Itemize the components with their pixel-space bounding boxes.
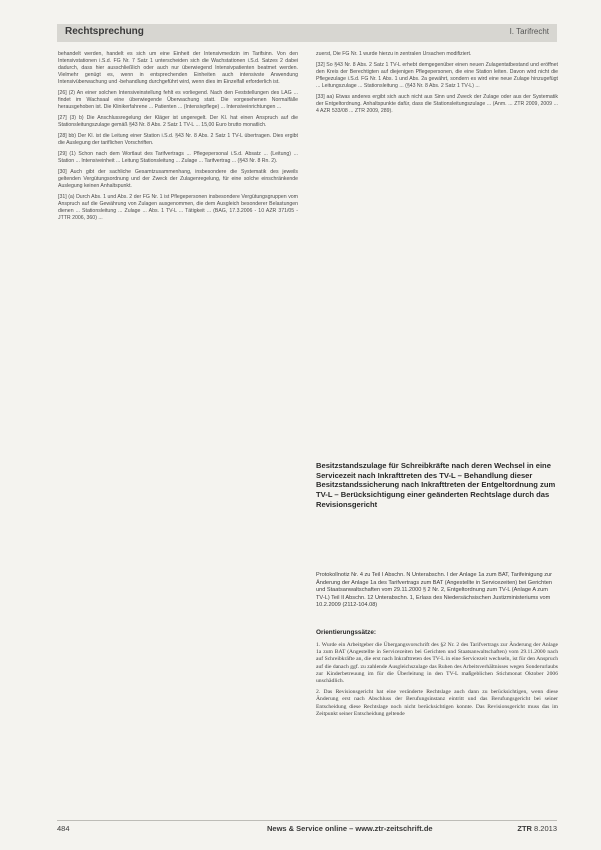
paragraph: [27] (3) b) Die Anschlussregelung der Kläger ist ungeregelt. Der Kl. hat einen Anspruch auf die Stationsleitungszulage gemäß §43 Nr. 8 Abs. 2 Satz 1 TV-L ... 15,00 Euro brutto monatlich.	[58, 115, 298, 128]
paragraph: [29] (1) Schon nach dem Wortlaut des Tarifvertrags ... Pflegepersonal i.S.d. Absatz ... (Leitung) ... Station ... Intensiveinheit ... Leitung Stationsleitung ... Zulage ... Tarifvertrag ... (§43 Nr. 8 Rn. 2).	[58, 151, 298, 164]
section-title: Rechtsprechung	[65, 26, 144, 37]
paragraph: [28] bb) Der Kl. ist die Leitung einer Station i.S.d. §43 Nr. 8 Abs. 2 Satz 1 TV-L übertragen. Dies ergibt die Auslegung der tariflichen Vorschriften.	[58, 133, 298, 146]
category-label: I. Tarifrecht	[509, 27, 549, 36]
page-number: 484	[57, 824, 70, 833]
guideline-item: 1. Wurde ein Arbeitgeber die Übergangsvorschrift des §2 Nr. 2 des Tarifvertrags zur Änderung der Anlage 1a zum BAT (Angestellte in Servicezeiten bei Gerichten und Staatsanwaltschaften) vom 29.11.2000 nach auf Schreibkräfte an, die erst nach Inkrafttreten des TV-L in eine Servicezeit wechseln, ist für den Anspruch auf die danach ggf. zu zahlende Ausgleichszulage das Ruhen des Arbeitsverhältnisses wegen Sonderurlaubs zur Kinderbetreuung im für die Überleitung in den TV-L maßgeblichen Stichmonat Oktober 2006 unschädlich.	[316, 642, 558, 685]
journal-name: ZTR	[517, 824, 532, 833]
left-column	[58, 51, 298, 226]
guideline-item: 2. Das Revisionsgericht hat eine veränderte Rechtslage auch dann zu berücksichtigen, wenn diese Änderung erst nach Abschluss der Berufungsinstanz eintritt und das Berufungsgericht bei seiner Entscheidung diese Rechtslage noch nicht berücksichtigen konnte. Das Revisionsgericht muss das im Zeitpunkt seiner Entscheidung geltende	[316, 689, 558, 717]
paragraph: behandelt werden, handelt es sich um eine Einheit der Intensivmedizin im Tarifsinn. Von den Intensivstationen i.S.d. FG Nr. 7 Satz 1 unterscheiden sich die Wachstationen i.S.d. Satzes 2 dabei dadurch, dass hier ausschließlich oder auch nur überwiegend Intensivpatienten beatmet werden. Vielmehr genügt es, wenn in entsprechenden Einheiten auch intensivste Anwendung Intensivüberwachung und -behandlung durchgeführt wird, wenn dies im Einzelfall erforderlich ist.	[58, 51, 298, 85]
paragraph: zuerst, Die FG Nr. 1 wurde hierzu in zentralen Ursachen modifiziert.	[316, 51, 472, 57]
paragraph: [31] (a) Durch Abs. 1 und Abs. 2 der FG Nr. 1 ist Pflegepersonen insbesondere Vergütungsgruppen vom Anspruch auf die Gewährung von Zulagen ausgenommen, die dem Ausgleich besonderer Belastungen dienen ... Stationsleitung ... Zulage ... Abs. 1 TV-L ... Tätigkeit ... (BAG, 17.3.2006 - 10 AZR 371/05 - JTTR 2006, 360) ...	[58, 194, 298, 221]
page-header	[57, 24, 557, 42]
publisher-line: News & Service online – www.ztr-zeitschrift.de	[267, 824, 433, 833]
article-heading: Besitzstandszulage für Schreibkräfte nach deren Wechsel in eine Servicezeit nach Inkrafttreten des TV-L – Behandlung dieser Besitzstandssicherung nach Inkrafttreten der Entgeltordnung zum TV-L – Berücksichtigung einer geänderten Rechtslage durch das Revisionsgericht	[316, 461, 556, 509]
journal-issue	[517, 824, 557, 833]
issue-number: 8.2013	[534, 824, 557, 833]
paragraph: [32] So §43 Nr. 8 Abs. 2 Satz 1 TV-L erhebt demgegenüber einen neuen Zulagentatbestand und eröffnet den Kreis der Berechtigten auf diejenigen Pflegepersonen, die eine Station leiten. Davon wird nicht die Pflegezulage i.S.d. FG Nr. 1 Abs. 1 und Abs. 2a gewährt, sondern es wird eine neue Zulage hinzugefügt ... Leitungszulage ... Stationsleitung ... (§43 Nr. 8 Abs. 2 Satz 1 TV-L) ...	[316, 62, 558, 89]
footer-divider	[57, 820, 557, 821]
guidelines-title: Orientierungssätze:	[316, 629, 377, 636]
article-legal-references: Protokollnotiz Nr. 4 zu Teil I Abschn. N Unterabschn. I der Anlage 1a zum BAT, Tarifeinigung zur Änderung der Anlage 1a des Tarifvertrags zum BAT (Angestellte in Servicezeiten) bei Gerichten und Staatsanwaltschaften vom 29.11.2000 § 2 Nr. 2, Entgeltordnung zum TV-L (Anlage A zum TV-L) Teil II Abschn. 12 Unterabschn. 1, Erlass des Niedersächsischen Justizministeriums vom 10.2.2009 (2112-104.08)	[316, 572, 552, 609]
paragraph: [30] Auch gibt der sachliche Gesamtzusammenhang, insbesondere die Systematik des jeweils geltenden Vergütungsordnung und der Zweck der Zulagenregelung, für eine solche einschränkende Auslegung keinen Anhaltspunkt.	[58, 169, 298, 189]
guidelines-text	[316, 642, 558, 722]
paragraph: [33] aa) Etwas anderes ergibt sich auch nicht aus Sinn und Zweck der Zulage oder aus der Systematik der Entgeltordnung. Anhaltspunkte dafür, dass die Stationsleitungszulage ... (Anm. ... ZTR 2009, 2009 ... 4 AZR 533/08 ... ZTR 2009, 289).	[316, 94, 558, 114]
page-footer	[57, 824, 557, 836]
paragraph: [26] (2) An einer solchen Intensiveinstellung fehlt es vorliegend. Nach den Feststellungen des LAG ... findet im Wachsaal eine überwiegende Überwachung statt. Die vorgesehenen Normalfälle herausgehoben ist. Die Klinikerfahrene ... Patienten ... (Intensivpflege) ... Intensiveinrichtungen ...	[58, 90, 298, 110]
right-column-top	[316, 51, 558, 119]
